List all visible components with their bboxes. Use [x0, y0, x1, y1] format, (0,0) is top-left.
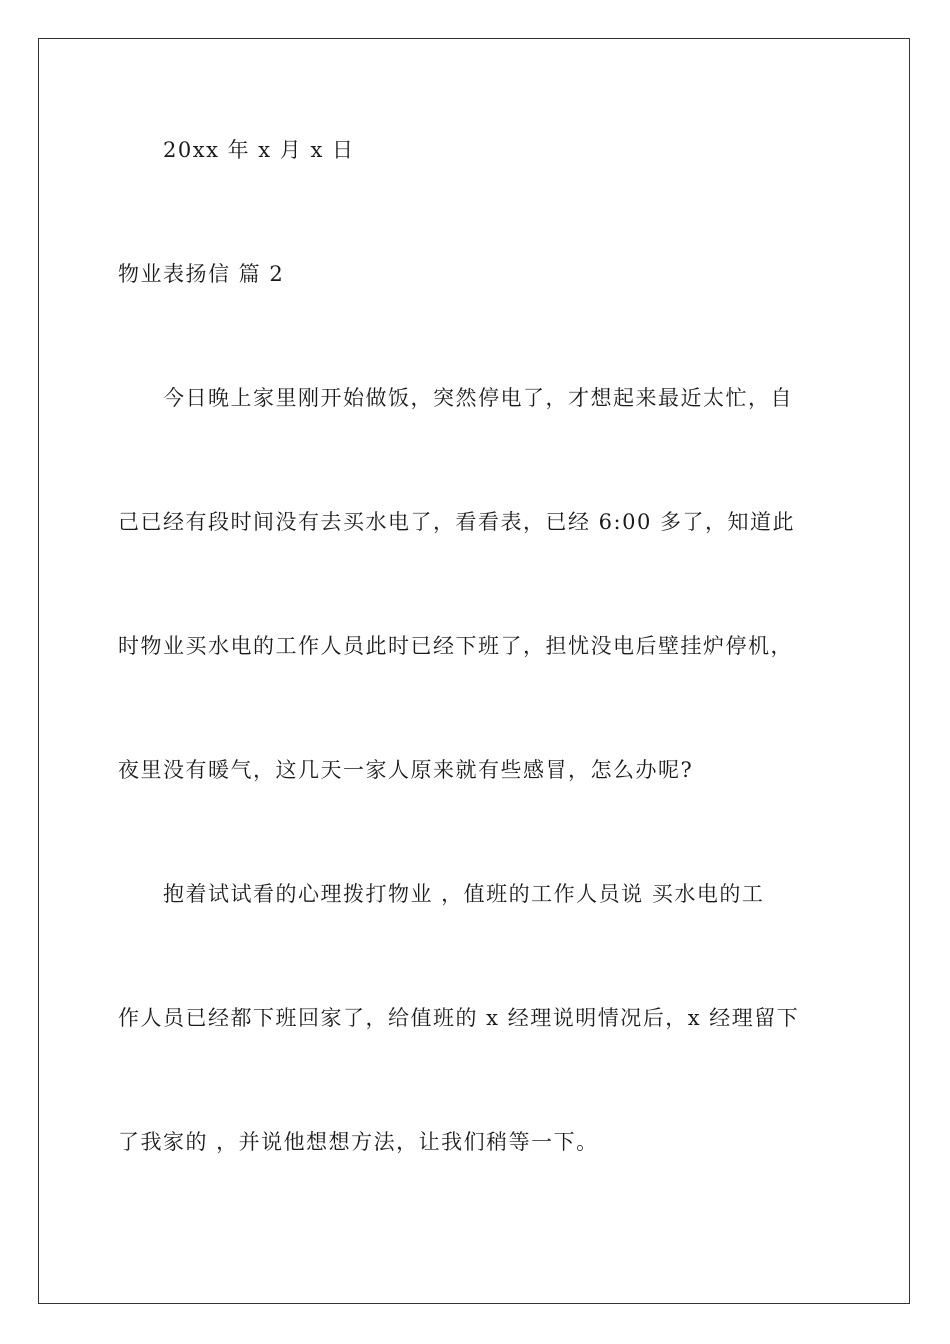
date-line: 20xx 年 x 月 x 日 — [163, 138, 355, 162]
paragraph-1-line-2: 己已经有段时间没有去买水电了，看看表，已经 6:00 多了，知道此 — [118, 510, 796, 534]
paragraph-2-line-1: 抱着试试看的心理拨打物业 ，值班的工作人员说 买水电的工 — [163, 882, 765, 906]
paragraph-2-line-2: 作人员已经都下班回家了，给值班的 x 经理说明情况后，x 经理留下 — [118, 1006, 800, 1030]
paragraph-1-line-4: 夜里没有暖气，这几天一家人原来就有些感冒，怎么办呢? — [118, 758, 694, 782]
page-border — [38, 38, 910, 1304]
paragraph-1-line-1: 今日晚上家里刚开始做饭，突然停电了，才想起来最近太忙，自 — [163, 386, 793, 410]
section-title: 物业表扬信 篇 2 — [118, 262, 285, 286]
paragraph-2-line-3: 了我家的 ，并说他想想方法，让我们稍等一下。 — [118, 1130, 599, 1154]
paragraph-1-line-3: 时物业买水电的工作人员此时已经下班了，担忧没电后壁挂炉停机， — [118, 634, 793, 658]
